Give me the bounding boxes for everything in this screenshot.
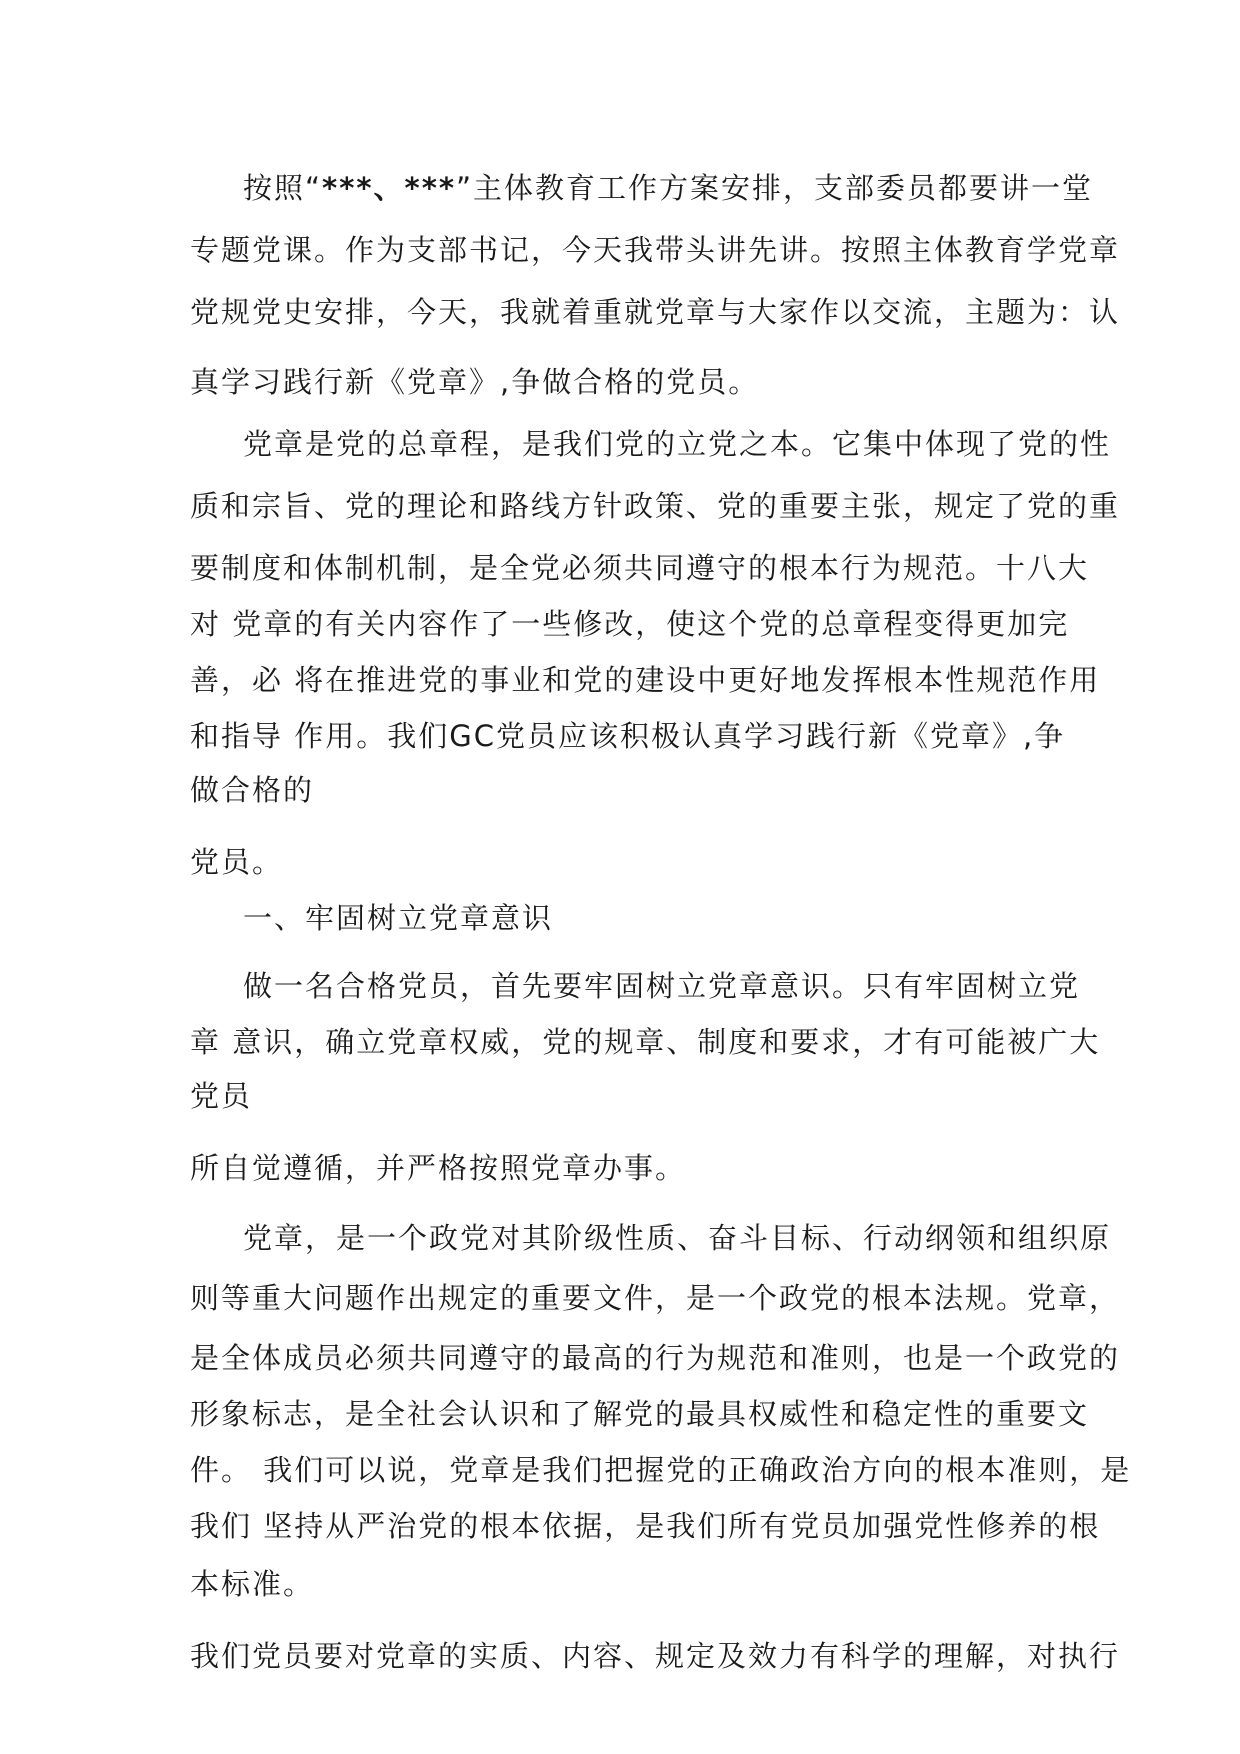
- text-line: 党规党史安排，今天，我就着重就党章与大家作以交流，主题为：认: [190, 295, 1121, 329]
- text-line: 善，必 将在推进党的事业和党的建设中更好地发挥根本性规范作用: [190, 663, 1101, 697]
- text-line: 党员: [190, 1079, 253, 1113]
- text-line: 专题党课。作为支部书记，今天我带头讲先讲。按照主体教育学党章: [190, 233, 1121, 267]
- text-line: 党章，是一个政党对其阶级性质、奋斗目标、行动纲领和组织原: [243, 1221, 1112, 1255]
- text-line: 则等重大问题作出规定的重要文件，是一个政党的根本法规。党章，: [190, 1281, 1121, 1315]
- text-line: 做一名合格党员，首先要牢固树立党章意识。只有牢固树立党: [243, 969, 1081, 1003]
- text-line: 形象标志，是全社会认识和了解党的最具权威性和稳定性的重要文: [190, 1397, 1090, 1431]
- text-span: 按照“: [243, 171, 323, 205]
- section-heading: 一、牢固树立党章意识: [243, 901, 554, 935]
- text-line: [243, 170, 1093, 206]
- text-line: 本标准。: [190, 1567, 315, 1601]
- text-line: 做合格的: [190, 773, 315, 807]
- text-line: 质和宗旨、党的理论和路线方针政策、党的重要主张，规定了党的重: [190, 489, 1121, 523]
- text-line: 党员。: [190, 845, 284, 879]
- text-span: ”主体教育工作方案安排，支部委员都要讲一堂: [456, 171, 1094, 205]
- redacted-text: ***、***: [322, 171, 457, 205]
- text-line: 要制度和体制机制，是全党必须共同遵守的根本行为规范。十八大: [190, 551, 1090, 585]
- text-line: 和指导 作用。我们GC党员应该积极认真学习践行新《党章》,争: [190, 719, 1066, 753]
- text-line: 真学习践行新《党章》,争做合格的党员。: [190, 365, 760, 399]
- text-line: 我们 坚持从严治党的根本依据，是我们所有党员加强党性修养的根: [190, 1509, 1101, 1543]
- text-line: 件。 我们可以说，党章是我们把握党的正确政治方向的根本准则，是: [190, 1453, 1132, 1487]
- text-line: 章 意识，确立党章权威，党的规章、制度和要求，才有可能被广大: [190, 1025, 1101, 1059]
- text-line: 是全体成员必须共同遵守的最高的行为规范和准则，也是一个政党的: [190, 1341, 1121, 1375]
- text-line: 对 党章的有关内容作了一些修改，使这个党的总章程变得更加完: [190, 607, 1070, 641]
- text-line: 所自觉遵循，并严格按照党章办事。: [190, 1151, 687, 1185]
- text-line: 党章是党的总章程，是我们党的立党之本。它集中体现了党的性: [243, 427, 1112, 461]
- text-line: 我们党员要对党章的实质、内容、规定及效力有科学的理解，对执行: [190, 1639, 1121, 1673]
